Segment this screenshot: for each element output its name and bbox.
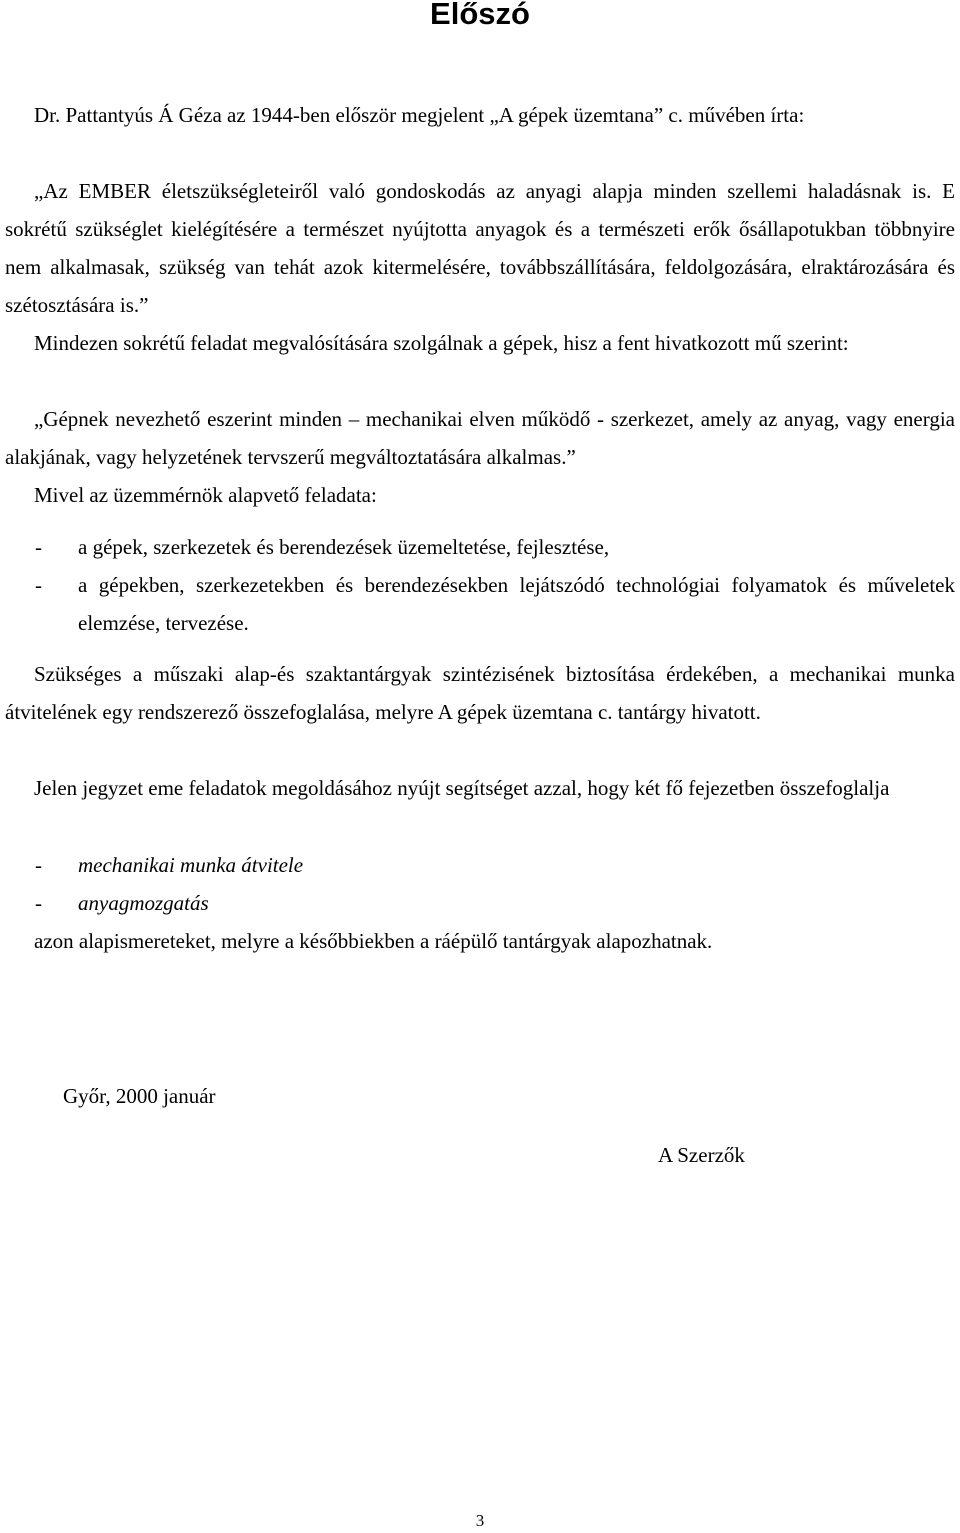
list-dash: - (35, 535, 42, 559)
list-item-text: mechanikai munka átvitele (78, 853, 304, 877)
body-paragraph: Mindezen sokrétű feladat megvalósítására szolgálnak a gépek, hisz a fent hivatkozott mű szerint: (34, 331, 849, 355)
body-paragraph: Szükséges a műszaki alap-és szaktantárgyak szintézisének biztosítása érdekében, a mechanikai munka átvitelének egy rendszerező összefoglalása, melyre A gépek üzemtana c. tantárgy hivatott. (5, 662, 955, 724)
body-paragraph: Mivel az üzemmérnök alapvető feladata: (34, 483, 377, 507)
page-title: Előszó (430, 0, 530, 31)
quote-paragraph: „Az EMBER életszükségleteiről való gondoskodás az anyagi alapja minden szellemi haladásnak is. E sokrétű szükséglet kielégítésére a természet nyújtotta anyagok és a természeti erők ősállapotukban többnyire nem alkalmasak, szükség van tehát azok kitermelésére, továbbszállítására, feldolgozására, elraktározására és szétosztására is.” (5, 179, 955, 317)
list-dash: - (35, 853, 42, 877)
list-item (35, 884, 955, 922)
list-item-text: a gépek, szerkezetek és berendezések üzemeltetése, fejlesztése, (78, 535, 610, 559)
definition-quote: „Gépnek nevezhető eszerint minden – mechanikai elven működő - szerkezet, amely az anyag, vagy energia alakjának, vagy helyzetének tervszerű megváltoztatására alkalmas.” (5, 407, 955, 469)
body-paragraph: azon alapismereteket, melyre a későbbiekben a ráépülő tantárgyak alapozhatnak. (34, 929, 713, 953)
list-item-text: a gépekben, szerkezetekben és berendezésekben lejátszódó technológiai folyamatok és műveletek elemzése, tervezése. (78, 573, 955, 635)
signature: A Szerzők (658, 1143, 745, 1167)
page-number: 3 (475, 1511, 485, 1530)
list-dash: - (35, 891, 42, 915)
list-item (35, 566, 955, 642)
list-item (35, 846, 955, 884)
list-dash: - (35, 573, 42, 597)
list-item-text: anyagmozgatás (78, 891, 209, 915)
intro-paragraph: Dr. Pattantyús Á Géza az 1944-ben először megjelent „A gépek üzemtana” c. művében írta: (34, 103, 805, 127)
place-date: Győr, 2000 január (63, 1084, 216, 1108)
list-item (35, 528, 955, 566)
body-paragraph: Jelen jegyzet eme feladatok megoldásához nyújt segítséget azzal, hogy két fő fejezetben összefoglalja (34, 776, 890, 800)
